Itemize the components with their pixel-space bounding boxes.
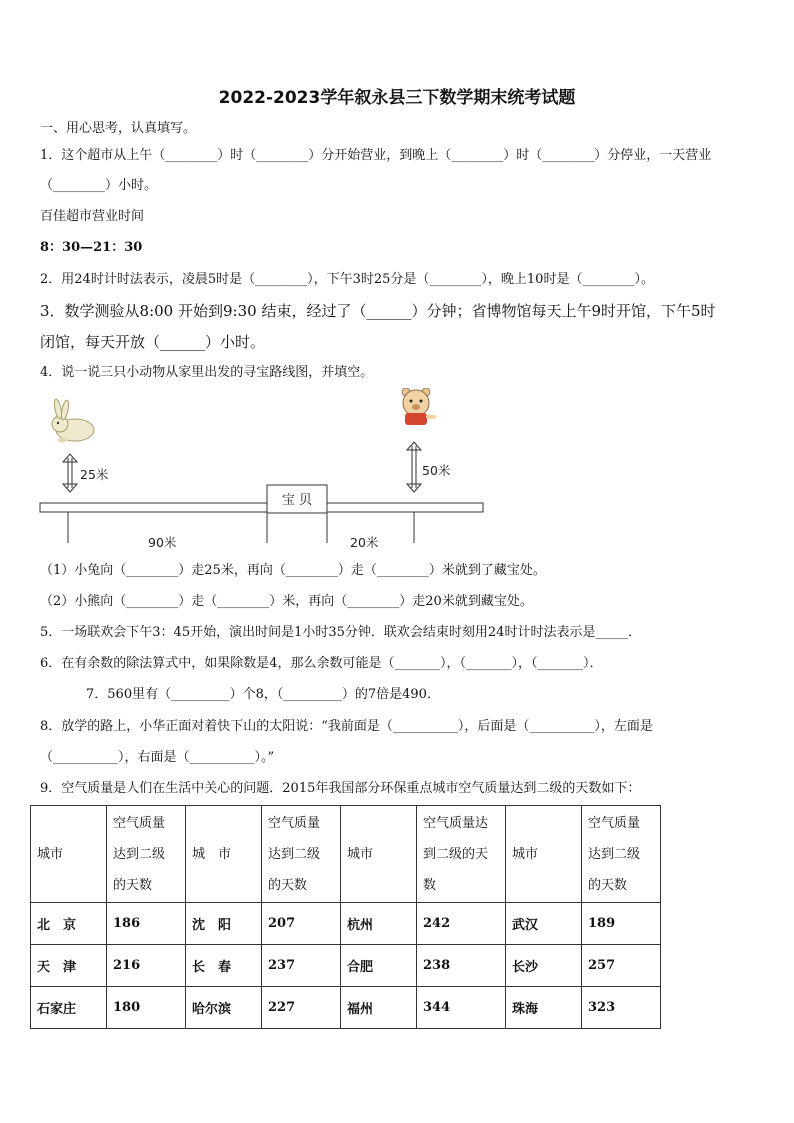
page-title: 2022-2023学年叙永县三下数学期末统考试题 bbox=[218, 88, 576, 108]
question-9: 9．空气质量是人们在生活中关心的问题．2015年我国部分环保重点城市空气质量达到二级的天数如下： bbox=[40, 781, 641, 796]
question-6: 6．在有余数的除法算式中，如果除数是4，那么余数可能是（_______），（_______），（_______）． bbox=[40, 656, 603, 671]
table-cell: 长沙 bbox=[506, 945, 582, 987]
table-cell: 北 京 bbox=[31, 903, 107, 945]
table-cell: 227 bbox=[262, 987, 341, 1029]
header-days: 空气质量 达到二级 的天数 bbox=[262, 806, 341, 903]
table-cell: 珠海 bbox=[506, 987, 582, 1029]
bear-icon bbox=[402, 388, 436, 425]
table-cell: 344 bbox=[417, 987, 506, 1029]
question-4-part-1: （1）小兔向（________）走25米，再向（________）走（________）米就到了藏宝处。 bbox=[40, 563, 546, 578]
question-1-line-2: （________）小时。 bbox=[40, 178, 158, 193]
question-4: 4．说一说三只小动物从家里出发的寻宝路线图，并填空。 bbox=[40, 365, 374, 380]
table-cell: 哈尔滨 bbox=[186, 987, 262, 1029]
table-cell: 武汉 bbox=[506, 903, 582, 945]
header-days: 空气质量达 到二级的天 数 bbox=[417, 806, 506, 903]
rabbit-icon bbox=[52, 399, 94, 443]
header-city: 城市 bbox=[341, 806, 417, 903]
question-1-line-1: 1．这个超市从上午（________）时（________）分开始营业，到晚上（________）时（________）分停业，一天营业 bbox=[40, 148, 712, 163]
header-days: 空气质量 达到二级 的天数 bbox=[582, 806, 661, 903]
table-cell: 237 bbox=[262, 945, 341, 987]
store-sign-hours: 8：30—21：30 bbox=[40, 240, 143, 255]
store-sign-title: 百佳超市营业时间 bbox=[40, 209, 145, 224]
table-cell: 238 bbox=[417, 945, 506, 987]
table-cell: 189 bbox=[582, 903, 661, 945]
table-cell: 207 bbox=[262, 903, 341, 945]
header-city: 城市 bbox=[31, 806, 107, 903]
table-cell: 180 bbox=[107, 987, 186, 1029]
question-7: 7．560里有（_________）个8，（_________）的7倍是490． bbox=[86, 687, 440, 702]
question-3-line-1: 3．数学测验从8:00 开始到9:30 结束，经过了（______）分钟；省博物馆每天上午9时开馆，下午5时 bbox=[40, 302, 716, 320]
question-5: 5．一场联欢会下午3：45开始，演出时间是1小时35分钟．联欢会结束时刻用24时计时法表示是_____． bbox=[40, 625, 641, 640]
question-4-part-2: （2）小熊向（________）走（________）米，再向（________）走20米就到藏宝处。 bbox=[40, 594, 533, 609]
table-cell: 323 bbox=[582, 987, 661, 1029]
table-row bbox=[31, 903, 661, 945]
table-cell: 216 bbox=[107, 945, 186, 987]
table-cell: 沈 阳 bbox=[186, 903, 262, 945]
question-8-line-1: 8．放学的路上，小华正面对着快下山的太阳说：“我前面是（__________），后面是（__________），左面是 bbox=[40, 719, 653, 734]
header-city: 城 市 bbox=[186, 806, 262, 903]
table-cell: 石家庄 bbox=[31, 987, 107, 1029]
table-header-row bbox=[31, 806, 661, 903]
table-cell: 长 春 bbox=[186, 945, 262, 987]
table-row bbox=[31, 945, 661, 987]
question-8-line-2: （__________），右面是（__________）。” bbox=[40, 750, 275, 765]
table-cell: 杭州 bbox=[341, 903, 417, 945]
rabbit-distance-label: 25米 bbox=[80, 467, 109, 482]
section-heading: 一、用心思考，认真填写。 bbox=[40, 121, 197, 136]
air-quality-table bbox=[30, 805, 661, 1029]
table-cell: 天 津 bbox=[31, 945, 107, 987]
header-days: 空气质量 达到二级 的天数 bbox=[107, 806, 186, 903]
table-row bbox=[31, 987, 661, 1029]
table-cell: 186 bbox=[107, 903, 186, 945]
bear-distance-label: 50米 bbox=[422, 463, 451, 478]
table-cell: 242 bbox=[417, 903, 506, 945]
header-city: 城市 bbox=[506, 806, 582, 903]
table-cell: 福州 bbox=[341, 987, 417, 1029]
table-cell: 合肥 bbox=[341, 945, 417, 987]
treasure-route-diagram bbox=[30, 388, 500, 558]
treasure-label: 宝 贝 bbox=[281, 493, 313, 508]
table-cell: 257 bbox=[582, 945, 661, 987]
question-3-line-2: 闭馆，每天开放（______）小时。 bbox=[40, 333, 266, 351]
left-distance-label: 90米 bbox=[148, 535, 177, 550]
question-2: 2．用24时计时法表示，凌晨5时是（________），下午3时25分是（________），晚上10时是（________）。 bbox=[40, 272, 654, 287]
right-distance-label: 20米 bbox=[350, 535, 379, 550]
